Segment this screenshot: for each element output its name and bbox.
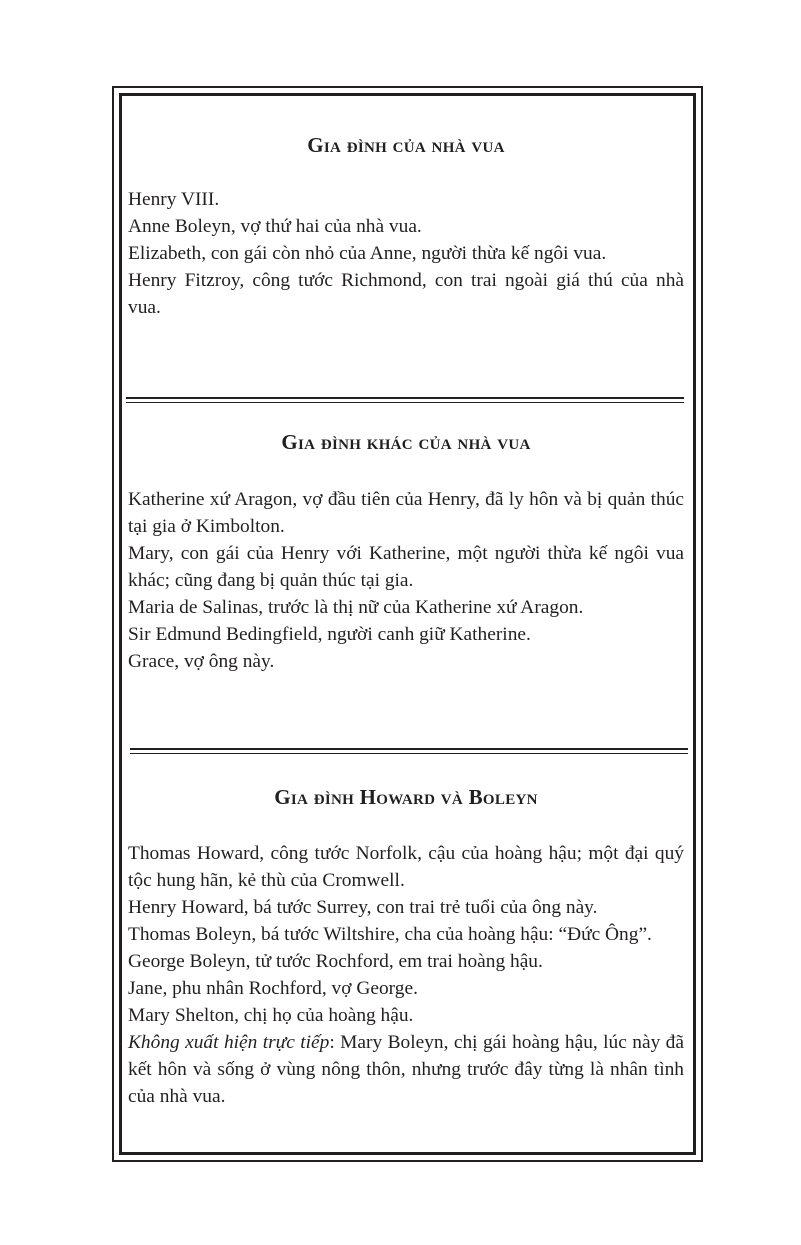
list-item: Maria de Salinas, trước là thị nữ của Katherine xứ Aragon.: [128, 597, 584, 618]
list-item: Mary, con gái của Henry với Katherine, một người thừa kế ngôi vua khác; cũng đang bị quản thúc tại gia.: [128, 543, 684, 591]
list-item: Thomas Howard, công tước Norfolk, cậu của hoàng hậu; một đại quý tộc hung hãn, kẻ thù của Cromwell.: [128, 843, 684, 891]
section-body-other-king-family: [128, 486, 684, 675]
list-item: Henry Howard, bá tước Surrey, con trai trẻ tuổi của ông này.: [128, 897, 598, 918]
list-item: Sir Edmund Bedingfield, người canh giữ Katherine.: [128, 624, 531, 645]
note-label: Không xuất hiện trực tiếp: [128, 1032, 330, 1053]
section-divider: [126, 397, 684, 403]
section-body-howard-boleyn: [128, 840, 684, 1110]
list-item: Anne Boleyn, vợ thứ hai của nhà vua.: [128, 216, 422, 237]
list-item: Henry Fitzroy, công tước Richmond, con trai ngoài giá thú của nhà vua.: [128, 270, 684, 318]
note-text: : Mary Boleyn, chị gái hoàng hậu, lúc này đã kết hôn và sống ở vùng nông thôn, nhưng trước đây từng là nhân tình của nhà vua.: [128, 1032, 684, 1107]
section-divider: [130, 748, 688, 754]
list-item: Mary Shelton, chị họ của hoàng hậu.: [128, 1005, 414, 1026]
list-item: Katherine xứ Aragon, vợ đầu tiên của Henry, đã ly hôn và bị quản thúc tại gia ở Kimbolton.: [128, 489, 684, 537]
list-item: Henry VIII.: [128, 189, 220, 210]
list-item: George Boleyn, tử tước Rochford, em trai hoàng hậu.: [128, 951, 543, 972]
list-item: Elizabeth, con gái còn nhỏ của Anne, người thừa kế ngôi vua.: [128, 243, 607, 264]
section-heading-other-king-family: Gia đình khác của nhà vua: [281, 430, 531, 454]
note-paragraph: [128, 1029, 684, 1110]
list-item: Grace, vợ ông này.: [128, 651, 275, 672]
list-item: Thomas Boleyn, bá tước Wiltshire, cha của hoàng hậu: “Đức Ông”.: [128, 924, 652, 945]
list-item: Jane, phu nhân Rochford, vợ George.: [128, 978, 418, 999]
section-body-king-family: [128, 186, 684, 321]
section-heading-howard-boleyn: Gia đình Howard và Boleyn: [274, 785, 538, 809]
section-heading-king-family: Gia đình của nhà vua: [307, 133, 505, 157]
